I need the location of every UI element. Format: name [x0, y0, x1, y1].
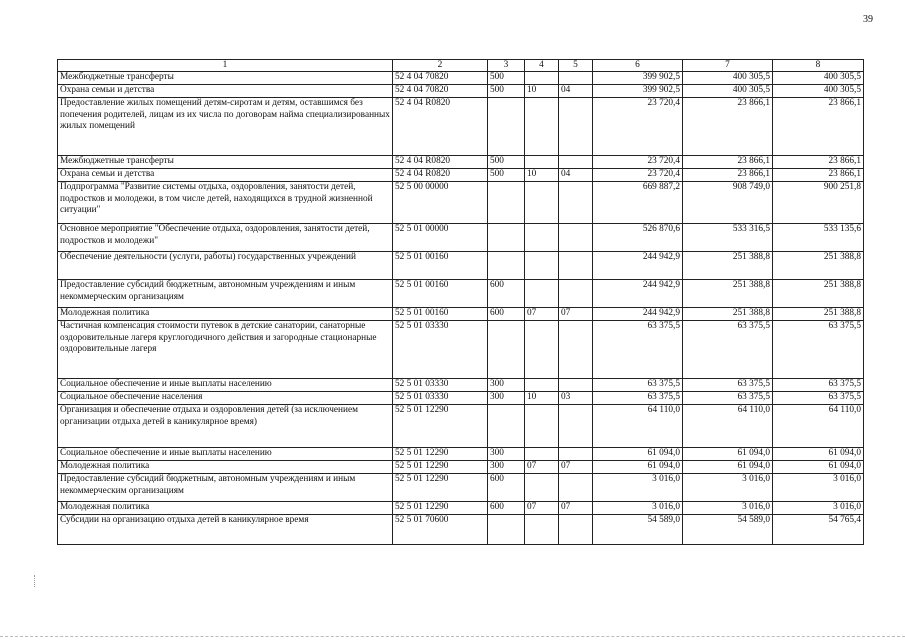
row-code-cell: 52 5 00 00000 — [393, 182, 488, 224]
row-name-cell: Подпрограмма "Развитие системы отдыха, оздоровления, занятости детей, подростков и молодежи, в том числе детей, находящихся в трудной жизненной ситуации" — [58, 182, 393, 224]
row-name-cell: Молодежная политика — [58, 502, 393, 515]
row-value6-cell: 669 887,2 — [593, 182, 683, 224]
row-code-cell: 52 5 01 12290 — [393, 461, 488, 474]
row-col4-cell — [525, 405, 559, 448]
row-code-cell: 52 5 01 12290 — [393, 405, 488, 448]
table-row — [58, 169, 864, 182]
row-value6-cell: 63 375,5 — [593, 321, 683, 379]
table-row — [58, 515, 864, 545]
row-col5-cell — [559, 448, 593, 461]
row-value8-cell: 63 375,5 — [773, 379, 864, 392]
row-value7-cell: 63 375,5 — [683, 392, 773, 405]
row-value7-cell: 23 866,1 — [683, 156, 773, 169]
row-col5-cell — [559, 224, 593, 252]
row-value8-cell: 3 016,0 — [773, 474, 864, 502]
row-col4-cell — [525, 98, 559, 156]
row-col3-cell: 300 — [488, 461, 525, 474]
row-col5-cell — [559, 252, 593, 280]
row-col3-cell: 300 — [488, 392, 525, 405]
column-header: 6 — [593, 60, 683, 72]
row-value7-cell: 3 016,0 — [683, 502, 773, 515]
column-header: 7 — [683, 60, 773, 72]
row-col3-cell: 500 — [488, 72, 525, 85]
row-name-cell: Частичная компенсация стоимости путевок в детские санатории, санаторные оздоровительные лагеря круглогодичного действия и загородные стационарные оздоровительные лагеря — [58, 321, 393, 379]
row-name-cell: Социальное обеспечение и иные выплаты населению — [58, 448, 393, 461]
table-row — [58, 156, 864, 169]
row-value8-cell: 251 388,8 — [773, 280, 864, 308]
row-col5-cell — [559, 474, 593, 502]
row-value7-cell: 63 375,5 — [683, 379, 773, 392]
row-col3-cell: 500 — [488, 85, 525, 98]
row-value7-cell: 61 094,0 — [683, 448, 773, 461]
row-col5-cell: 04 — [559, 85, 593, 98]
row-col3-cell — [488, 252, 525, 280]
table-row — [58, 321, 864, 379]
row-code-cell: 52 5 01 12290 — [393, 448, 488, 461]
row-value8-cell: 23 866,1 — [773, 169, 864, 182]
row-col4-cell — [525, 474, 559, 502]
row-name-cell: Охрана семьи и детства — [58, 169, 393, 182]
row-value8-cell: 900 251,8 — [773, 182, 864, 224]
table-row — [58, 392, 864, 405]
row-code-cell: 52 4 04 70820 — [393, 85, 488, 98]
row-col4-cell: 07 — [525, 502, 559, 515]
row-col3-cell: 500 — [488, 169, 525, 182]
row-value8-cell: 23 866,1 — [773, 98, 864, 156]
row-col4-cell — [525, 515, 559, 545]
row-name-cell: Предоставление субсидий бюджетным, автономным учреждениям и иным некоммерческим организациям — [58, 280, 393, 308]
row-value7-cell: 251 388,8 — [683, 280, 773, 308]
row-value7-cell: 64 110,0 — [683, 405, 773, 448]
row-value8-cell: 400 305,5 — [773, 72, 864, 85]
row-code-cell: 52 5 01 00000 — [393, 224, 488, 252]
row-value6-cell: 399 902,5 — [593, 85, 683, 98]
row-value6-cell: 399 902,5 — [593, 72, 683, 85]
table-row — [58, 85, 864, 98]
row-value6-cell: 61 094,0 — [593, 461, 683, 474]
row-value7-cell: 908 749,0 — [683, 182, 773, 224]
row-col4-cell — [525, 379, 559, 392]
row-name-cell: Социальное обеспечение населения — [58, 392, 393, 405]
row-value7-cell: 63 375,5 — [683, 321, 773, 379]
row-value7-cell: 3 016,0 — [683, 474, 773, 502]
row-value7-cell: 400 305,5 — [683, 72, 773, 85]
row-col3-cell: 600 — [488, 502, 525, 515]
row-code-cell: 52 5 01 00160 — [393, 280, 488, 308]
row-col3-cell: 300 — [488, 379, 525, 392]
row-value8-cell: 61 094,0 — [773, 448, 864, 461]
table-row — [58, 448, 864, 461]
row-name-cell: Молодежная политика — [58, 461, 393, 474]
row-col5-cell — [559, 280, 593, 308]
table-row — [58, 98, 864, 156]
row-name-cell: Молодежная политика — [58, 308, 393, 321]
row-code-cell: 52 5 01 00160 — [393, 252, 488, 280]
row-col5-cell: 07 — [559, 502, 593, 515]
row-col5-cell — [559, 182, 593, 224]
row-name-cell: Основное мероприятие "Обеспечение отдыха, оздоровления, занятости детей, подростков и молодежи" — [58, 224, 393, 252]
row-code-cell: 52 5 01 12290 — [393, 474, 488, 502]
table-row — [58, 405, 864, 448]
row-value8-cell: 251 388,8 — [773, 252, 864, 280]
table-row — [58, 182, 864, 224]
table-row — [58, 502, 864, 515]
row-value6-cell: 54 589,0 — [593, 515, 683, 545]
row-col4-cell — [525, 280, 559, 308]
row-col5-cell: 04 — [559, 169, 593, 182]
row-value6-cell: 63 375,5 — [593, 392, 683, 405]
table-row — [58, 224, 864, 252]
row-name-cell: Межбюджетные трансферты — [58, 156, 393, 169]
row-col3-cell — [488, 405, 525, 448]
column-header: 2 — [393, 60, 488, 72]
row-col4-cell — [525, 224, 559, 252]
row-value7-cell: 61 094,0 — [683, 461, 773, 474]
row-col5-cell: 07 — [559, 308, 593, 321]
row-code-cell: 52 5 01 03330 — [393, 392, 488, 405]
row-value7-cell: 23 866,1 — [683, 169, 773, 182]
row-col5-cell — [559, 98, 593, 156]
row-col3-cell: 300 — [488, 448, 525, 461]
row-col3-cell: 500 — [488, 156, 525, 169]
row-col3-cell — [488, 515, 525, 545]
row-value6-cell: 23 720,4 — [593, 156, 683, 169]
row-value7-cell: 251 388,8 — [683, 252, 773, 280]
row-col3-cell — [488, 98, 525, 156]
row-col3-cell — [488, 321, 525, 379]
column-header: 1 — [58, 60, 393, 72]
row-value7-cell: 251 388,8 — [683, 308, 773, 321]
row-code-cell: 52 5 01 70600 — [393, 515, 488, 545]
scan-artifact — [34, 575, 37, 587]
scan-edge-line — [0, 636, 905, 637]
row-value6-cell: 23 720,4 — [593, 169, 683, 182]
row-col5-cell — [559, 156, 593, 169]
table-row — [58, 280, 864, 308]
table-row — [58, 461, 864, 474]
row-code-cell: 52 4 04 R0820 — [393, 98, 488, 156]
row-value8-cell: 533 135,6 — [773, 224, 864, 252]
row-code-cell: 52 4 04 70820 — [393, 72, 488, 85]
table-header-row — [58, 60, 864, 72]
row-col5-cell: 03 — [559, 392, 593, 405]
row-name-cell: Социальное обеспечение и иные выплаты населению — [58, 379, 393, 392]
row-value8-cell: 61 094,0 — [773, 461, 864, 474]
row-col4-cell: 07 — [525, 461, 559, 474]
row-col4-cell — [525, 182, 559, 224]
row-name-cell: Субсидии на организацию отдыха детей в каникулярное время — [58, 515, 393, 545]
row-name-cell: Обеспечение деятельности (услуги, работы) государственных учреждений — [58, 252, 393, 280]
row-value8-cell: 54 765,4 — [773, 515, 864, 545]
row-col3-cell — [488, 182, 525, 224]
row-code-cell: 52 5 01 12290 — [393, 502, 488, 515]
row-value8-cell: 63 375,5 — [773, 392, 864, 405]
column-header: 8 — [773, 60, 864, 72]
table-body — [58, 72, 864, 545]
row-value6-cell: 23 720,4 — [593, 98, 683, 156]
row-col3-cell: 600 — [488, 280, 525, 308]
row-value7-cell: 54 589,0 — [683, 515, 773, 545]
row-value6-cell: 526 870,6 — [593, 224, 683, 252]
row-col4-cell: 10 — [525, 85, 559, 98]
row-col4-cell — [525, 72, 559, 85]
row-value6-cell: 3 016,0 — [593, 474, 683, 502]
row-value6-cell: 3 016,0 — [593, 502, 683, 515]
row-col3-cell: 600 — [488, 308, 525, 321]
row-code-cell: 52 5 01 00160 — [393, 308, 488, 321]
row-col5-cell: 07 — [559, 461, 593, 474]
row-code-cell: 52 4 04 R0820 — [393, 169, 488, 182]
table-row — [58, 379, 864, 392]
row-value6-cell: 244 942,9 — [593, 252, 683, 280]
table-row — [58, 252, 864, 280]
row-col5-cell — [559, 72, 593, 85]
table-row — [58, 72, 864, 85]
row-name-cell: Охрана семьи и детства — [58, 85, 393, 98]
row-col4-cell — [525, 252, 559, 280]
row-code-cell: 52 5 01 03330 — [393, 321, 488, 379]
row-col4-cell — [525, 156, 559, 169]
row-value6-cell: 63 375,5 — [593, 379, 683, 392]
row-value8-cell: 23 866,1 — [773, 156, 864, 169]
row-value8-cell: 63 375,5 — [773, 321, 864, 379]
row-col5-cell — [559, 321, 593, 379]
column-header: 5 — [559, 60, 593, 72]
table-row — [58, 474, 864, 502]
row-name-cell: Организация и обеспечение отдыха и оздоровления детей (за исключением организации отдыха детей в каникулярное время) — [58, 405, 393, 448]
row-value8-cell: 400 305,5 — [773, 85, 864, 98]
column-header: 3 — [488, 60, 525, 72]
row-value8-cell: 64 110,0 — [773, 405, 864, 448]
row-value7-cell: 400 305,5 — [683, 85, 773, 98]
row-col4-cell — [525, 321, 559, 379]
row-value6-cell: 64 110,0 — [593, 405, 683, 448]
row-value6-cell: 244 942,9 — [593, 280, 683, 308]
row-value8-cell: 251 388,8 — [773, 308, 864, 321]
table-row — [58, 308, 864, 321]
row-col3-cell: 600 — [488, 474, 525, 502]
row-code-cell: 52 5 01 03330 — [393, 379, 488, 392]
row-col5-cell — [559, 405, 593, 448]
row-col3-cell — [488, 224, 525, 252]
row-value7-cell: 533 316,5 — [683, 224, 773, 252]
row-value6-cell: 244 942,9 — [593, 308, 683, 321]
row-col4-cell: 10 — [525, 392, 559, 405]
row-col5-cell — [559, 379, 593, 392]
row-col5-cell — [559, 515, 593, 545]
column-header: 4 — [525, 60, 559, 72]
row-col4-cell: 10 — [525, 169, 559, 182]
row-value7-cell: 23 866,1 — [683, 98, 773, 156]
row-value6-cell: 61 094,0 — [593, 448, 683, 461]
row-name-cell: Предоставление субсидий бюджетным, автономным учреждениям и иным некоммерческим организациям — [58, 474, 393, 502]
row-name-cell: Предоставление жилых помещений детям-сиротам и детям, оставшимся без попечения родителей, лицам из их числа по договорам найма специализированных жилых помещений — [58, 98, 393, 156]
row-col4-cell: 07 — [525, 308, 559, 321]
row-code-cell: 52 4 04 R0820 — [393, 156, 488, 169]
row-name-cell: Межбюджетные трансферты — [58, 72, 393, 85]
page-number: 39 — [863, 14, 873, 25]
budget-table — [57, 59, 864, 545]
row-col4-cell — [525, 448, 559, 461]
row-value8-cell: 3 016,0 — [773, 502, 864, 515]
